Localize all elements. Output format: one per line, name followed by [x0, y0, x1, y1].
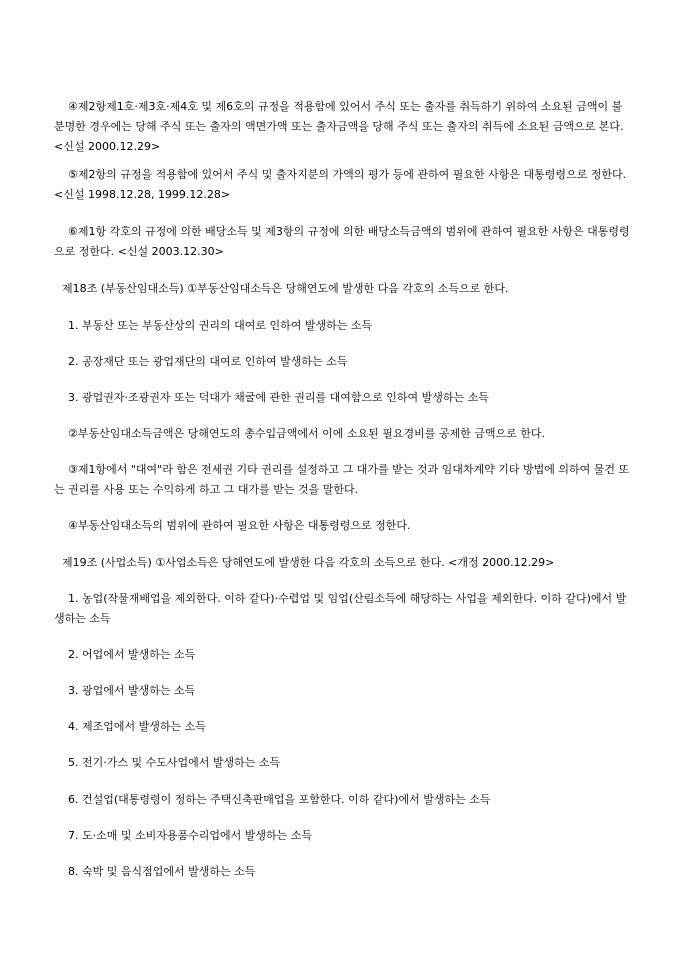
art19-item-6: 6. 건설업(대통령령이 정하는 주택신축판매업을 포함한다. 이하 같다)에서 발생하는 소득: [68, 793, 491, 806]
art18-item-1: 1. 부동산 또는 부동산상의 권리의 대여로 인하여 발생하는 소득: [68, 319, 373, 332]
paragraph-art17-6: ⑥제1항 각호의 규정에 의한 배당소득 및 제3항의 규정에 의한 배당소득금액의 범위에 관하여 필요한 사항은 대통령령으로 정한다. <신설 2003.12.30>: [54, 225, 630, 258]
article-19-heading: 제19조 (사업소득) ①사업소득은 당해연도에 발생한 다음 각호의 소득으로 한다. <개정 2000.12.29>: [62, 556, 555, 569]
paragraph-art17-4: ④제2항제1호·제3호·제4호 및 제6호의 규정을 적용함에 있어서 주식 또는 출자를 취득하기 위하여 소요된 금액이 불분명한 경우에는 당해 주식 또는 출자의 액면가액 또는 출자금액을 당해 주식 또는 출자의 취득에 소요된 금액으로 본다. <신설 2000.12.29>: [54, 100, 624, 153]
paragraph-art17-5: ⑤제2항의 규정을 적용함에 있어서 주식 및 출자지분의 가액의 평가 등에 관하여 필요한 사항은 대통령령으로 정한다.<신설 1998.12.28, 1999.12.28>: [54, 168, 627, 201]
art19-item-5: 5. 전기·가스 및 수도사업에서 발생하는 소득: [68, 756, 281, 769]
art18-item-3: 3. 광업권자·조광권자 또는 덕대가 채굴에 관한 권리를 대여함으로 인하여 발생하는 소득: [68, 391, 489, 404]
art19-item-7: 7. 도·소매 및 소비자용품수리업에서 발생하는 소득: [68, 829, 312, 842]
art19-item-8: 8. 숙박 및 음식점업에서 발생하는 소득: [68, 865, 256, 878]
art18-item-2: 2. 공장재단 또는 광업재단의 대여로 인하여 발생하는 소득: [68, 355, 348, 368]
art19-item-2: 2. 어업에서 발생하는 소득: [68, 648, 196, 661]
article-18-heading: 제18조 (부동산임대소득) ①부동산임대소득은 당해연도에 발생한 다음 각호의 소득으로 한다.: [62, 282, 509, 295]
art19-item-1: 1. 농업(작물재배업을 제외한다. 이하 같다)·수렵업 및 임업(산림소득에 해당하는 사업을 제외한다. 이하 같다)에서 발생하는 소득: [54, 592, 627, 625]
art19-item-4: 4. 제조업에서 발생하는 소득: [68, 720, 206, 733]
art19-item-3: 3. 광업에서 발생하는 소득: [68, 684, 196, 697]
paragraph-art18-4: ④부동산임대소득의 범위에 관하여 필요한 사항은 대통령령으로 정한다.: [68, 519, 411, 532]
paragraph-art18-3: ③제1항에서 "대여"라 함은 전세권 기타 권리를 설정하고 그 대가를 받는 것과 임대차계약 기타 방법에 의하여 물건 또는 권리를 사용 또는 수익하게 하고 그 대가를 받는 것을 말한다.: [54, 463, 630, 496]
paragraph-art18-2: ②부동산임대소득금액은 당해연도의 총수입금액에서 이에 소요된 필요경비를 공제한 금액으로 한다.: [68, 427, 545, 440]
